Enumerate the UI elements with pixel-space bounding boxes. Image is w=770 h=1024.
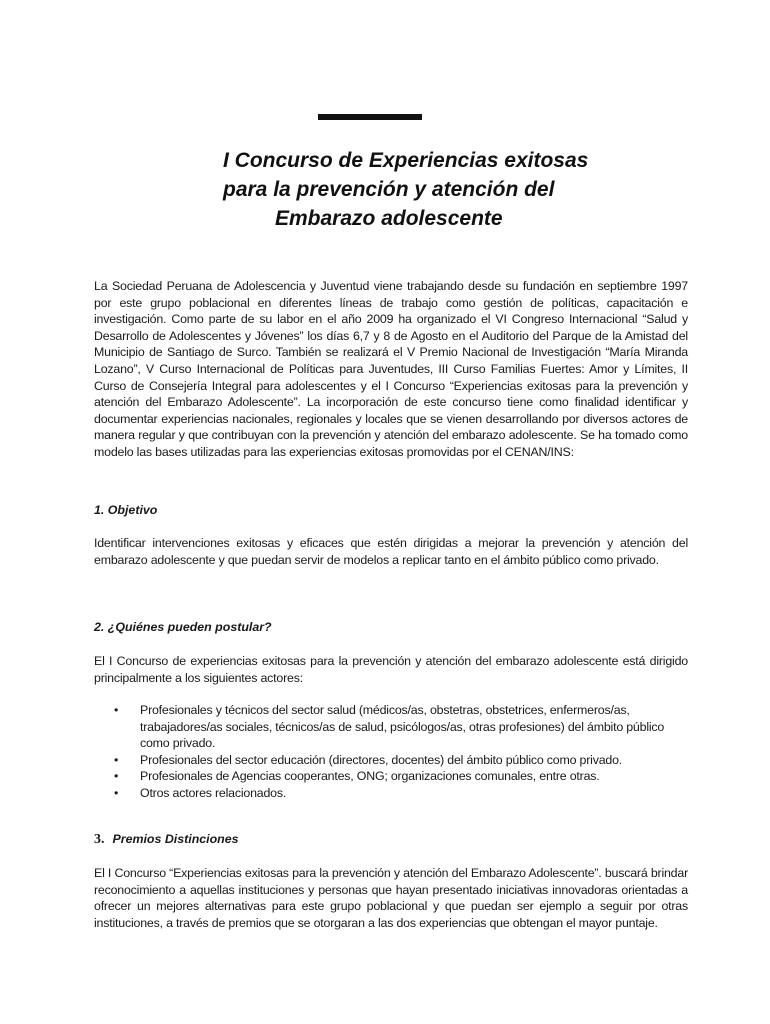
list-item-text: Profesionales del sector educación (directores, docentes) del ámbito público como privado.	[140, 752, 623, 767]
title-line-2: para la prevención y atención del	[223, 178, 555, 201]
list-item	[94, 785, 688, 802]
list-item-text: Profesionales y técnicos del sector salud (médicos/as, obstetras, obstetrices, enfermeros/as, trabajadores/as sociales, técnicos/as de salud, psicólogos/as, otras profesiones) del ámbito público como privado.	[140, 703, 665, 751]
bullet-icon: •	[114, 785, 119, 800]
intro-paragraph: La Sociedad Peruana de Adolescencia y Juventud viene trabajando desde su fundación en septiembre 1997 por este grupo poblacional en diferentes líneas de trabajo como gestión de políticas, capacitación e investigación. Como parte de su labor en el año 2009 ha organizado el VI Congreso Internacional “Salud y Desarrollo de Adolescentes y Jóvenes” los días 6,7 y 8 de Agosto en el Auditorio del Parque de la Amistad del Municipio de Santiago de Surco. También se realizará el V Premio Nacional de Investigación “María Miranda Lozano”, V Curso Internacional de Políticas para Juventudes, III Curso Familias Fuertes: Amor y Límites, II Curso de Consejería Integral para adolescentes y el I Concurso “Experiencias exitosas para la prevención y atención del Embarazo Adolescente”. La incorporación de este concurso tiene como finalidad identificar y documentar experiencias nacionales, regionales y locales que se vienen desarrollando por diversos actores de manera regular y que contribuyan con la prevención y atención del embarazo adolescente. Se ha tomado como modelo las bases utilizadas para las experiencias exitosas promovidas por el CENAN/INS:	[94, 279, 688, 459]
document-title	[180, 146, 600, 233]
section-3-title: Premios Distinciones	[112, 832, 239, 846]
actors-list	[94, 702, 688, 802]
section-3-heading	[94, 832, 239, 848]
list-item	[94, 752, 688, 769]
section-2-body: El I Concurso de experiencias exitosas para la prevención y atención del embarazo adolescente está dirigido principalmente a los siguientes actores:	[94, 654, 688, 685]
list-item-text: Profesionales de Agencias cooperantes, ONG; organizaciones comunales, entre otras.	[140, 769, 600, 784]
section-2-heading: 2. ¿Quiénes pueden postular?	[94, 620, 272, 634]
list-item	[94, 702, 688, 752]
list-item-text: Otros actores relacionados.	[140, 785, 287, 800]
bullet-icon: •	[114, 703, 119, 717]
bullet-icon: •	[114, 769, 119, 784]
title-line-1: I Concurso de Experiencias exitosas	[223, 149, 589, 172]
header-rule	[318, 114, 422, 120]
bullet-icon: •	[114, 752, 119, 767]
section-1-body: Identificar intervenciones exitosas y eficaces que estén dirigidas a mejorar la prevención y atención del embarazo adolescente y que puedan servir de modelos a replicar tanto en el ámbito público como privado.	[94, 536, 688, 567]
list-item	[94, 768, 688, 785]
section-3-body: El I Concurso “Experiencias exitosas para la prevención y atención del Embarazo Adolescente”. buscará brindar reconocimiento a aquellas instituciones y personas que hayan presentado iniciativas innovadoras orientadas a ofrecer un mejores alternativas para este grupo poblacional y que puedan ser ejemplo a seguir por otras instituciones, a través de premios que se otorgaran a las dos experiencias que obtengan el mayor puntaje.	[94, 866, 688, 930]
section-3-number: 3.	[94, 832, 105, 847]
section-1-heading: 1. Objetivo	[94, 503, 158, 517]
title-line-3: Embarazo adolescente	[275, 207, 503, 230]
